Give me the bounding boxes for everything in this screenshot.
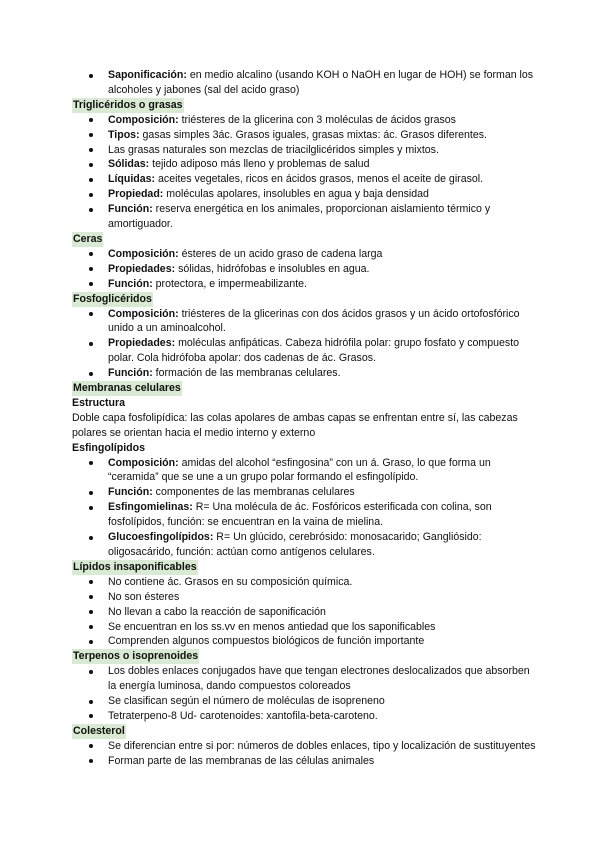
section-heading: Colesterol: [73, 724, 125, 737]
list-item: [72, 694, 540, 709]
list-item: [72, 605, 540, 620]
section-heading: Membranas celulares: [73, 382, 181, 395]
section-list: [72, 456, 540, 560]
section-membranas: [72, 381, 540, 441]
item-text: R= Una molécula de ác. Fosfóricos esterificada con colina, son fosfolípidos, función: se encuentran en la vaina de mielina.: [108, 501, 492, 529]
item-text: Forman parte de las membranas de las células animales: [108, 754, 375, 767]
item-label: Función:: [108, 277, 153, 290]
list-item: [72, 634, 540, 649]
subheading: Estructura: [72, 396, 125, 409]
item-label: Composición:: [108, 307, 179, 320]
item-text: moléculas anfipáticas. Cabeza hidrófila polar: grupo fosfato y compuesto polar. Cola hidrófoba apolar: dos cadenas de ác. Grasos.: [108, 337, 520, 365]
item-text: Se clasifican según el número de moléculas de isopreneno: [108, 695, 385, 708]
section-terpenos: [72, 649, 540, 724]
list-item: [72, 500, 540, 530]
list-item: [72, 456, 540, 486]
section-heading: Fosfoglicéridos: [73, 292, 152, 305]
list-item: [72, 247, 540, 262]
section-list: [72, 575, 540, 650]
item-text: protectora, e impermeabilizante.: [152, 277, 307, 290]
item-text: moléculas apolares, insolubles en agua y baja densidad: [163, 188, 429, 201]
item-text: Se diferencian entre si por: números de dobles enlaces, tipo y localización de sustituyentes: [108, 739, 536, 752]
list-item: [72, 709, 540, 724]
item-text: Tetraterpeno-8 Ud- carotenoides: xantofila-beta-caroteno.: [108, 709, 378, 722]
item-text: formación de las membranas celulares.: [152, 367, 341, 380]
item-text: en medio alcalino (usando KOH o NaOH en lugar de HOH) se forman los alcoholes y jabones (sal del acido graso): [108, 69, 534, 96]
item-text: Se encuentran en los ss.vv en menos antiedad que los saponificables: [108, 620, 436, 633]
item-text: componentes de las membranas celulares: [152, 486, 355, 499]
list-item: [72, 113, 540, 128]
item-label: Glucoesfingolípidos:: [108, 531, 214, 544]
item-label: Composición:: [108, 113, 179, 126]
item-text: R= Un glúcido, cerebrósido: monosacarido; Gangliósido: oligosacárido, función: actúan como antígenos celulares.: [108, 531, 482, 558]
section-colesterol: [72, 724, 540, 769]
list-item: [72, 128, 540, 143]
section-trigliceridos: [72, 98, 540, 232]
item-label: Propiedad:: [108, 188, 164, 201]
item-text: ésteres de un acido graso de cadena larga: [178, 247, 383, 260]
item-text: Los dobles enlaces conjugados have que tengan electrones deslocalizados que absorben la energía luminosa, dando compuestos coloreados: [108, 665, 530, 693]
list-item: [72, 307, 540, 337]
item-text: reserva energética en los animales, proporcionan aislamiento térmico y amortiguador.: [108, 203, 491, 231]
item-text: Comprenden algunos compuestos biológicos de función importante: [108, 635, 425, 648]
list-item: [72, 143, 540, 158]
item-label: Composición:: [108, 247, 179, 260]
item-text: No son ésteres: [108, 590, 180, 603]
item-text: gasas simples 3ác. Grasos iguales, grasas mixtas: ác. Grasos diferentes.: [139, 128, 487, 141]
list-item: [72, 157, 540, 172]
item-text: Las grasas naturales son mezclas de triacilglicéridos simples y mixtos.: [108, 143, 439, 156]
list-item: [72, 590, 540, 605]
list-item: [72, 664, 540, 694]
section-heading: Esfingolípidos: [72, 441, 145, 454]
list-item: [72, 336, 540, 366]
list-item: [72, 754, 540, 769]
section-heading: Ceras: [73, 232, 103, 245]
list-item: [72, 277, 540, 292]
item-label: Función:: [108, 203, 153, 216]
list-item: [72, 620, 540, 635]
section-list: [72, 739, 540, 769]
list-item: [72, 485, 540, 500]
section-list: [72, 307, 540, 382]
item-text: No contiene ác. Grasos en su composición química.: [108, 575, 353, 588]
paragraph: Doble capa fosfolipídica: las colas apolares de ambas capas se enfrentan entre sí, las cabezas polares se orientan hacia el medio interno y externo: [72, 411, 518, 439]
item-text: No llevan a cabo la reacción de saponificación: [108, 605, 326, 618]
item-label: Función:: [108, 486, 153, 499]
intro-list: [72, 68, 540, 98]
section-heading: Lípidos insaponificables: [73, 560, 197, 573]
section-list: [72, 247, 540, 292]
list-item: [72, 530, 540, 560]
item-text: aceites vegetales, ricos en ácidos grasos, menos el aceite de girasol.: [155, 173, 484, 186]
item-text: triésteres de la glicerina con 3 moléculas de ácidos grasos: [178, 113, 456, 126]
section-fosfogliceridos: [72, 292, 540, 381]
item-label: Función:: [108, 367, 153, 380]
item-text: sólidas, hidrófobas e insolubles en agua.: [175, 262, 370, 275]
item-label: Tipos:: [108, 128, 140, 141]
list-item: [72, 366, 540, 381]
item-label: Propiedades:: [108, 337, 176, 350]
item-label: Propiedades:: [108, 262, 176, 275]
list-item: [72, 575, 540, 590]
item-label: Saponificación:: [108, 69, 187, 81]
section-heading: Triglicéridos o grasas: [73, 98, 183, 111]
section-list: [72, 113, 540, 232]
section-esfingolipidos: [72, 441, 540, 560]
section-ceras: [72, 232, 540, 292]
section-insaponificables: [72, 560, 540, 649]
item-label: Líquidas:: [108, 173, 156, 186]
item-label: Composición:: [108, 456, 179, 469]
item-text: amidas del alcohol “esfingosina” con un á. Graso, lo que forma un “ceramida” que se une a un grupo polar formando el esfingolípido.: [108, 456, 491, 484]
list-item: [72, 172, 540, 187]
list-item: [72, 202, 540, 232]
section-heading: Terpenos o isoprenoides: [73, 650, 199, 663]
item-label: Sólidas:: [108, 158, 150, 171]
list-item: [72, 739, 540, 754]
item-text: triésteres de la glicerinas con dos ácidos grasos y un ácido ortofosfórico unido a un aminoalcohol.: [108, 307, 520, 335]
list-item: [72, 68, 540, 98]
list-item: [72, 262, 540, 277]
item-text: tejido adiposo más lleno y problemas de salud: [149, 158, 370, 171]
section-list: [72, 664, 540, 724]
list-item: [72, 187, 540, 202]
item-label: Esfingomielinas:: [108, 501, 193, 514]
